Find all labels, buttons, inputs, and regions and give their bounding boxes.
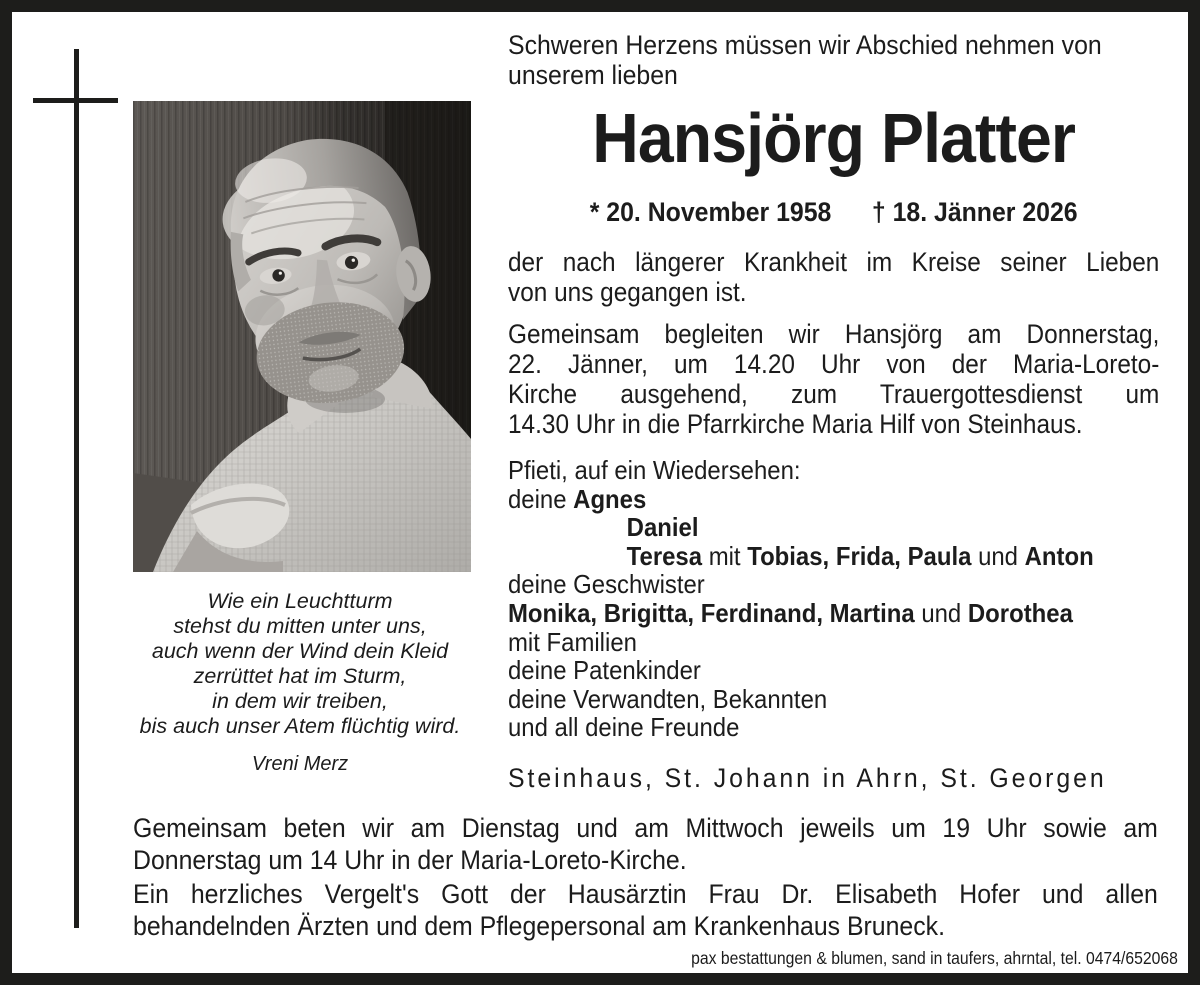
- farewell-salutation: Pfieti, auf ein Wiedersehen:: [508, 455, 801, 485]
- poem-author: Vreni Merz: [251, 753, 349, 775]
- farewell-connector: mit: [702, 540, 748, 571]
- poem-line: zerrüttet hat im Sturm,: [193, 664, 407, 688]
- farewell-connector: und: [971, 540, 1025, 571]
- paragraph-line: Donnerstag um 14 Uhr in der Maria-Loreto-Kirche.: [133, 844, 687, 875]
- family-name: Monika, Brigitta, Ferdinand, Martina: [508, 597, 915, 628]
- paragraph-line: Gemeinsam beten wir am Dienstag und am Mittwoch jeweils um 19 Uhr sowie am: [133, 813, 1158, 843]
- bottom-notices: [133, 0, 1158, 985]
- family-name: Teresa: [626, 540, 703, 571]
- family-name: Tobias, Frida, Paula: [747, 540, 972, 571]
- death-date: † 18. Jänner 2026: [871, 197, 1078, 227]
- paragraph-line: von uns gegangen ist.: [508, 277, 747, 307]
- family-name: Daniel: [626, 512, 699, 543]
- paragraph-line: der nach längerer Krankheit im Kreise seiner Lieben: [508, 247, 1160, 277]
- paragraph-line: 14.30 Uhr in die Pfarrkirche Maria Hilf von Steinhaus.: [508, 409, 1083, 439]
- family-name: Anton: [1024, 540, 1094, 571]
- farewell-line: deine Patenkinder: [508, 655, 701, 686]
- cross-icon-bar: [33, 98, 118, 103]
- cross-icon: [74, 49, 79, 928]
- farewell-line: und all deine Freunde: [508, 712, 740, 743]
- farewell-line: deine Verwandten, Bekannten: [508, 683, 828, 714]
- farewell-line: mit Familien: [508, 626, 637, 657]
- paragraph-line: Ein herzliches Vergelt's Gott der Hausärztin Frau Dr. Elisabeth Hofer und allen: [133, 879, 1158, 909]
- birth-date: * 20. November 1958: [589, 197, 832, 227]
- paragraph-line: 22. Jänner, um 14.20 Uhr von der Maria-Loreto-: [508, 349, 1160, 379]
- family-name: Dorothea: [967, 597, 1073, 628]
- poem-line: auch wenn der Wind dein Kleid: [151, 639, 449, 663]
- farewell-connector: und: [914, 597, 968, 628]
- farewell-line: deine Geschwister: [508, 569, 705, 600]
- places-line: Steinhaus, St. Johann in Ahrn, St. Georgen: [508, 763, 1107, 793]
- paragraph-line: behandelnden Ärzten und dem Pflegepersonal am Krankenhaus Bruneck.: [133, 910, 945, 941]
- deceased-name: Hansjörg Platter: [592, 99, 1076, 177]
- thanks-notice: [133, 879, 1158, 942]
- intro-line: Schweren Herzens müssen wir Abschied nehmen von: [508, 30, 1102, 60]
- prayer-notice: [133, 813, 1158, 876]
- intro-line: unserem lieben: [508, 60, 678, 90]
- paragraph-line: Kirche ausgehend, zum Trauergottesdienst um: [508, 379, 1160, 409]
- poem-line: bis auch unser Atem flüchtig wird.: [139, 714, 461, 738]
- farewell-prefix: deine: [508, 483, 574, 514]
- paragraph-line: Gemeinsam begleiten wir Hansjörg am Donnerstag,: [508, 319, 1160, 349]
- poem-line: in dem wir treiben,: [212, 689, 388, 713]
- family-name: Agnes: [573, 483, 647, 514]
- funeral-home-footer: pax bestattungen & blumen, sand in taufers, ahrntal, tel. 0474/652068: [691, 948, 1178, 968]
- poem-line: Wie ein Leuchtturm: [207, 589, 393, 613]
- poem-line: stehst du mitten unter uns,: [173, 614, 427, 638]
